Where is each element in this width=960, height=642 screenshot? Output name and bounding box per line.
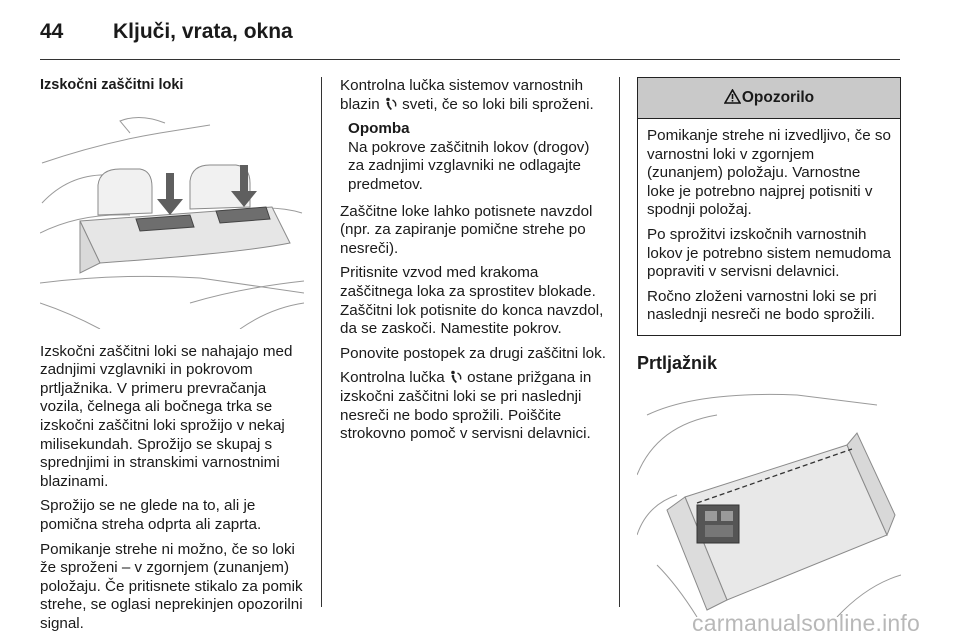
page-title: Ključi, vrata, okna (113, 20, 293, 43)
section-heading: Izskočni zaščitni loki (40, 77, 184, 93)
note-label: Opomba (348, 120, 410, 138)
column-divider (321, 77, 322, 607)
text: Kontrolna lučka (340, 369, 445, 387)
paragraph: Sprožijo se ne glede na to, ali je pomična streha odprta ali zaprta. (40, 497, 262, 533)
section-heading: Prtljažnik (637, 352, 718, 373)
column-divider (619, 77, 620, 607)
warning-body (638, 119, 900, 335)
column-right (637, 77, 901, 617)
text: sveti, če so loki bili sproženi. (402, 95, 594, 113)
paragraph: Pomikanje strehe ni možno, če so loki že sproženi – v zgornjem (zunanjem) položaju. Če pritisnete stikalo za pomik strehe, se oglasi neprekinjen opozorilni signal. (40, 540, 303, 632)
page-header (40, 14, 900, 48)
note-text: Na pokrove zaščitnih lokov (drogov) za zadnjimi vzglavniki ne odlagajte predmetov. (348, 138, 590, 193)
note-block (348, 120, 608, 194)
page-number: 44 (40, 20, 64, 43)
paragraph: Pritisnite vzvod med krakoma zaščitnega loka za sprostitev blokade. Zaščitni lok potisnite do konca navzdol, da se zaskoči. Namestite pokrov. (340, 264, 604, 338)
paragraph: Ponovite postopek za drugi zaščitni lok. (340, 344, 606, 362)
text: Kontrolna lučka sistemov varnostnih blazin (340, 77, 584, 113)
airbag-warning-icon (449, 370, 463, 384)
column-middle (340, 77, 608, 450)
paragraph: Pomikanje strehe ni izvedljivo, če so varnostni loki v zgornjem (zunanjem) položaju. Varnostne loke je potrebno najprej potisniti v spodnji položaj. (647, 127, 891, 219)
airbag-warning-icon (384, 97, 398, 111)
paragraph (340, 369, 608, 443)
paragraph: Zaščitne loke lahko potisnete navzdol (npr. za zapiranje pomične strehe po nesreči). (340, 202, 593, 257)
text: ostane prižgana in izskočni zaščitni loki se pri naslednji nesreči ne bodo sprožili. Poiščite strokovno pomoč v servisni delavnici. (340, 369, 592, 443)
paragraph: Izskočni zaščitni loki se nahajajo med zadnjimi vzglavniki in pokrovom prtljažnika. V primeru prevračanja vozila, čelnega ali bočnega trka se izskočni zaščitni loki sprožijo v nekaj milisekundah. Sprožijo se skupaj s sprednjimi in stranskimi varnostnimi blazinami. (40, 342, 293, 490)
trunk-illustration (637, 385, 901, 617)
watermark: carmanualsonline.info (692, 610, 920, 636)
warning-header (638, 78, 900, 119)
rollover-bars-illustration (40, 103, 304, 329)
warning-title: Opozorilo (741, 89, 815, 106)
warning-box (637, 77, 901, 336)
warning-triangle-icon (724, 89, 741, 104)
header-divider (40, 59, 900, 60)
column-left (40, 72, 308, 640)
paragraph: Po sprožitvi izskočnih varnostnih lokov je potrebno sistem nemudoma popraviti v servisni delavnici. (647, 225, 891, 281)
paragraph: Ročno zloženi varnostni loki se pri naslednji nesreči ne bodo sprožili. (647, 287, 877, 324)
paragraph (340, 77, 608, 114)
